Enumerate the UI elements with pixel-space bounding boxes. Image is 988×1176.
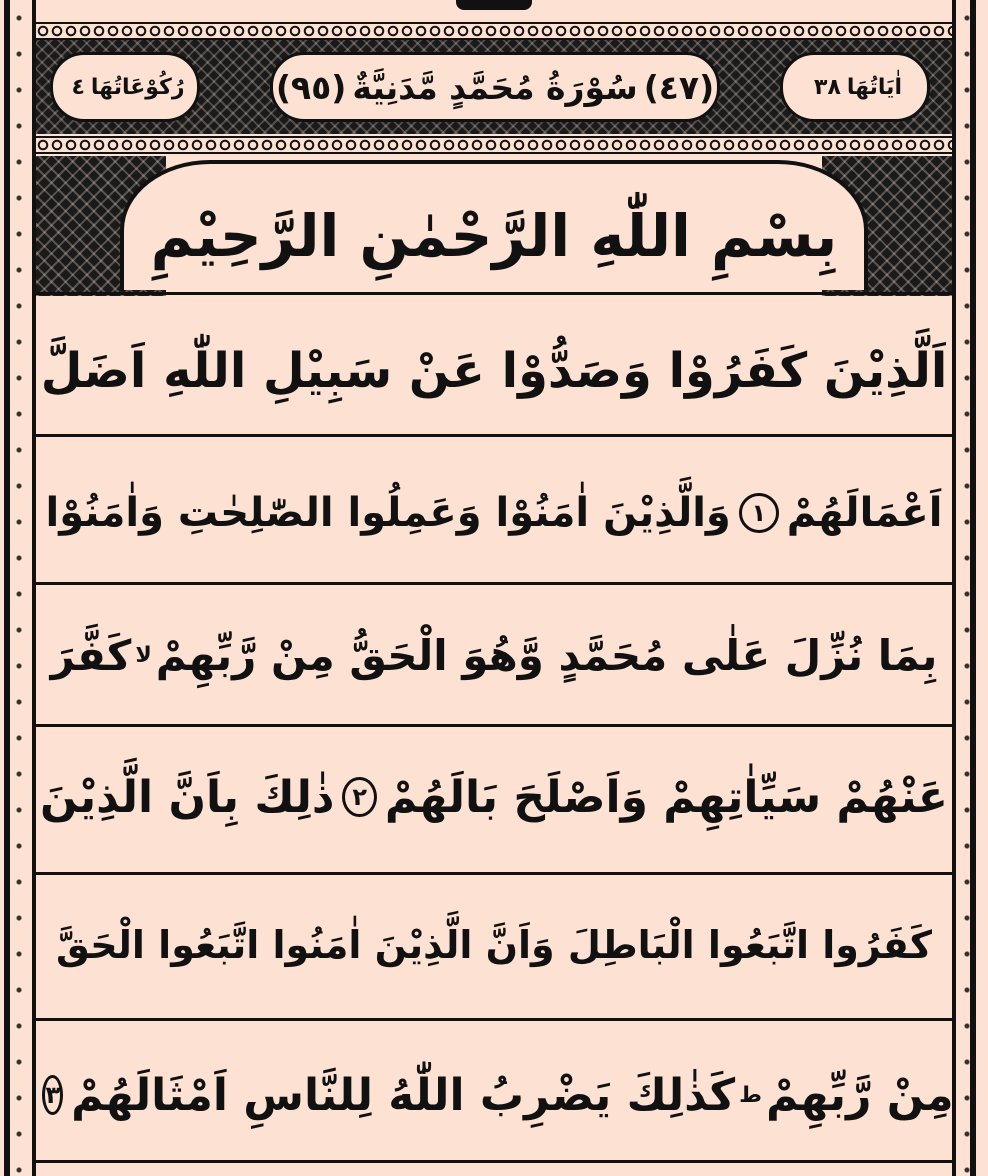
ayat-count: ٣٨ — [814, 74, 841, 100]
bead-border-bottom — [36, 136, 952, 154]
verse-text: اَعْمَالَهُمْ — [786, 490, 943, 536]
ruku-count: ٤ — [71, 74, 85, 100]
ruku-label: رُكُوْعَاتُهَا — [90, 74, 185, 100]
verse-text: عَنْهُمْ سَيِّاٰتِهِمْ وَاَصْلَحَ بَالَهُمْ — [384, 771, 948, 823]
ayat-label: اٰيَاتُهَا — [846, 74, 902, 100]
verse-line-3 — [40, 600, 948, 710]
ruku-count-cartouche — [50, 52, 200, 122]
verse-line-1 — [40, 316, 948, 426]
verse-text: اَلَّذِيْنَ كَفَرُوْا وَصَدُّوْا عَنْ سَبِيْلِ اللّٰهِ اَضَلَّ — [40, 343, 948, 399]
right-border-ornament — [958, 0, 976, 1176]
verse-text: كَفَرُوا اتَّبَعُوا الْبَاطِلَ وَاَنَّ الَّذِيْنَ اٰمَنُوا اتَّبَعُوا الْحَقَّ — [56, 923, 932, 967]
verse-text: بِمَا نُزِّلَ عَلٰى مُحَمَّدٍ وَّهُوَ الْحَقُّ مِنْ رَّبِّهِمْ — [155, 630, 938, 680]
line-rule — [36, 1018, 952, 1021]
verse-text: مِنْ رَّبِّهِمْ — [766, 1069, 954, 1121]
waqf-mark: ط — [739, 1082, 762, 1108]
verse-text: وَالَّذِيْنَ اٰمَنُوْا وَعَمِلُوا الصّٰلِحٰتِ وَاٰمَنُوْا — [45, 490, 731, 536]
surah-number: (٤٧) — [643, 67, 715, 107]
waqf-mark: لا — [135, 642, 152, 668]
ayah-number-marker: ١ — [739, 493, 779, 533]
surah-title-cartouche — [270, 52, 720, 122]
line-rule — [36, 724, 952, 727]
line-rule — [36, 582, 952, 585]
bismillah: بِسْمِ اللّٰهِ الرَّحْمٰنِ الرَّحِيْمِ — [150, 202, 838, 270]
verse-line-4 — [40, 742, 948, 852]
ayah-number-marker: ٢ — [342, 777, 376, 817]
verse-line-2 — [40, 458, 948, 568]
left-border-ornament — [10, 0, 28, 1176]
verse-text: ذٰلِكَ بِاَنَّ الَّذِيْنَ — [40, 771, 335, 823]
verse-text: كَفَّرَ — [50, 630, 132, 680]
surah-title: سُوْرَةُ مُحَمَّدٍ مَّدَنِيَّةٌ — [352, 67, 638, 107]
line-rule — [36, 872, 952, 875]
ayat-count-cartouche — [780, 52, 930, 122]
verse-line-6 — [40, 1040, 954, 1150]
line-rule — [36, 1160, 952, 1163]
verse-line-5 — [40, 890, 948, 1000]
verse-text: كَذٰلِكَ يَضْرِبُ اللّٰهُ لِلنَّاسِ اَمْثَالَهُمْ — [71, 1069, 736, 1121]
ayah-number-marker: ٣ — [42, 1075, 63, 1115]
bead-border-top — [36, 22, 952, 40]
line-rule — [36, 434, 952, 437]
revelation-order: (٩٥) — [275, 67, 347, 107]
divider-rule — [36, 292, 952, 295]
